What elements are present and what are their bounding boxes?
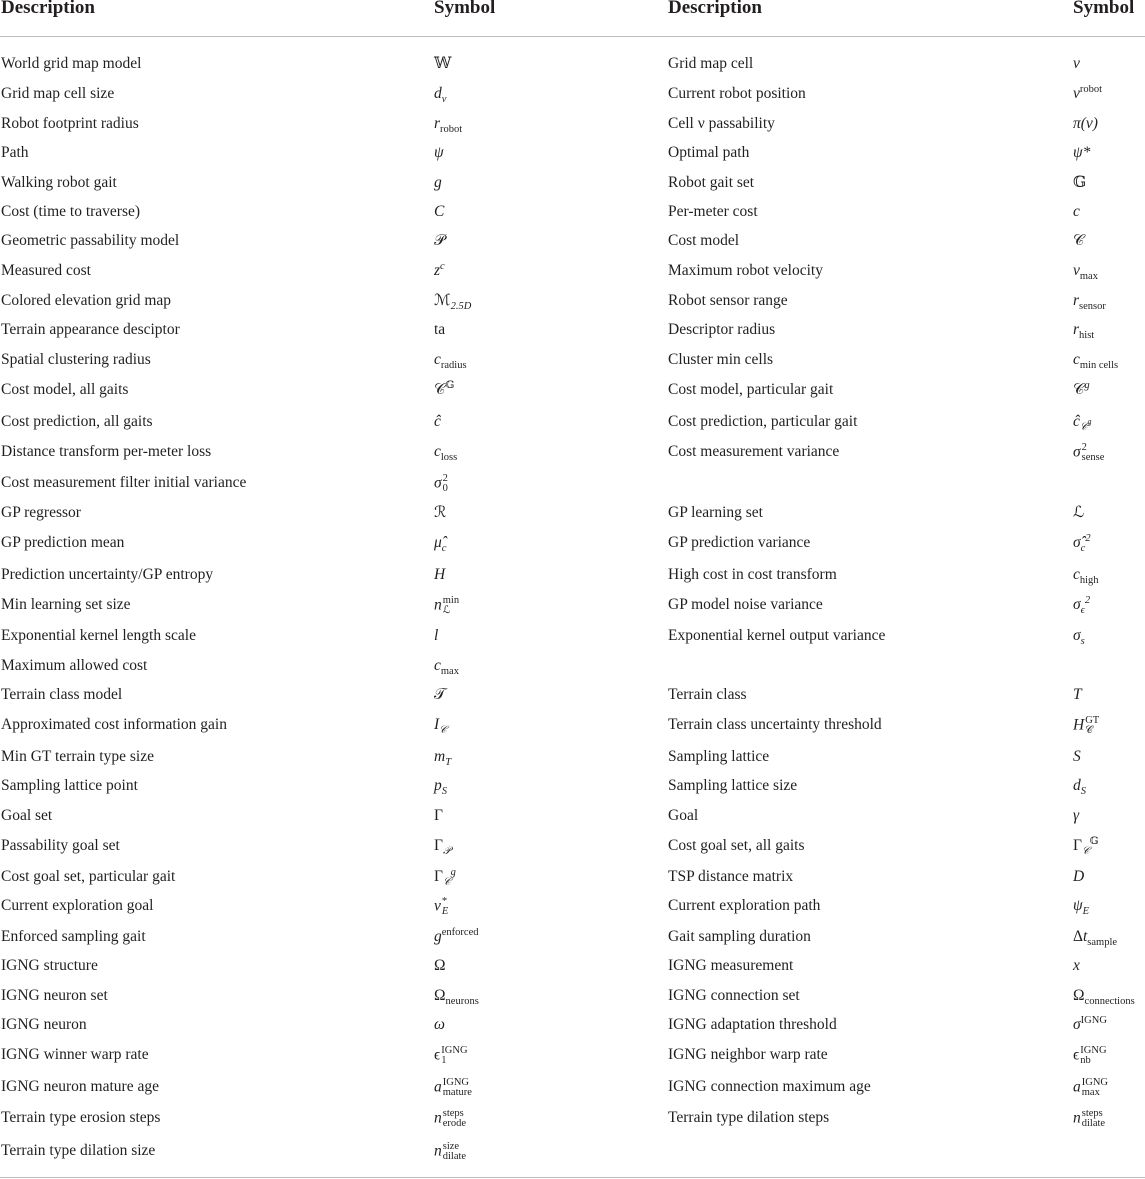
symbol-cell: $\Gamma_𝒫$ <box>434 837 451 857</box>
description-cell: Cost measurement filter initial variance <box>1 474 247 491</box>
description-cell: IGNG winner warp rate <box>1 1046 149 1063</box>
description-cell: GP regressor <box>1 504 81 521</box>
description-cell: IGNG neighbor warp rate <box>668 1046 828 1063</box>
description-cell: Sampling lattice size <box>668 777 798 794</box>
description-cell: Cost model, particular gait <box>668 381 834 398</box>
symbol-cell: $\mû_c$ <box>434 534 447 554</box>
description-cell: Terrain class model <box>1 686 123 703</box>
description-cell: IGNG adaptation threshold <box>668 1016 837 1033</box>
symbol-cell: $c_{high}$ <box>1073 566 1099 586</box>
symbol-cell: ℛ <box>434 504 447 521</box>
description-cell: Per-meter cost <box>668 203 758 220</box>
symbol-cell: $\Omega_{neurons}$ <box>434 987 479 1007</box>
description-cell: Measured cost <box>1 262 91 279</box>
symbol-cell: $r_{robot}$ <box>434 115 463 135</box>
description-cell: Approximated cost information gain <box>1 716 227 733</box>
description-cell: Sampling lattice <box>668 748 770 765</box>
description-cell: Current robot position <box>668 85 806 102</box>
description-cell: Optimal path <box>668 144 750 161</box>
symbol-cell: n steps dilate <box>1073 1108 1106 1129</box>
symbol-cell: Γ <box>434 807 443 824</box>
description-cell: IGNG neuron <box>1 1016 87 1033</box>
symbol-cell: $\nu^{robot}$ <box>1073 84 1103 102</box>
description-cell: Goal set <box>1 807 53 824</box>
symbol-cell: c <box>1073 203 1080 220</box>
description-cell: Goal <box>668 807 699 824</box>
symbol-cell: γ <box>1073 807 1080 824</box>
symbol-cell: ω <box>434 1016 445 1033</box>
symbol-cell: ψ <box>434 144 444 161</box>
description-cell: Cluster min cells <box>668 351 774 368</box>
symbol-cell: a IGNG mature <box>434 1077 472 1098</box>
symbol-cell: $d_\nu$ <box>434 85 447 105</box>
description-cell: Walking robot gait <box>1 174 117 191</box>
symbol-cell: ν * E <box>434 896 449 917</box>
symbol-cell: 𝒫 <box>434 232 446 249</box>
description-cell: GP prediction mean <box>1 534 125 551</box>
description-cell: Prediction uncertainty/GP entropy <box>1 566 214 583</box>
symbol-cell: n steps erode <box>434 1108 467 1129</box>
symbol-cell: $\Gamma_𝒞^𝔾$ <box>1073 836 1099 857</box>
symbol-cell: $c_{loss}$ <box>434 443 458 463</box>
description-cell: Descriptor radius <box>668 321 776 338</box>
description-cell: IGNG connection set <box>668 987 800 1004</box>
symbol-cell: 𝒯 <box>434 686 446 703</box>
symbol-cell: D <box>1073 868 1085 885</box>
symbol-cell: $p_S$ <box>434 777 447 797</box>
symbol-cell: x <box>1073 957 1080 974</box>
description-cell: Terrain type dilation size <box>1 1142 156 1159</box>
symbol-cell: $\sigma_\epsilon^2$ <box>1073 595 1091 616</box>
symbol-cell: $\nu_{max}$ <box>1073 262 1098 282</box>
description-cell: Grid map cell <box>668 55 754 72</box>
description-cell: Current exploration path <box>668 897 821 914</box>
description-cell: Terrain appearance desciptor <box>1 321 180 338</box>
symbol-cell: l <box>434 627 439 644</box>
description-cell: Cost goal set, all gaits <box>668 837 805 854</box>
description-cell: GP model noise variance <box>668 596 823 613</box>
description-cell: Path <box>1 144 29 161</box>
description-cell: Maximum allowed cost <box>1 657 148 674</box>
symbol-cell: $\Omega_{connections}$ <box>1073 987 1135 1007</box>
header-description-right: Description <box>668 0 762 18</box>
symbol-cell: $\Gamma_𝒞^g$ <box>434 867 456 888</box>
symbol-cell: $\psi_E$ <box>1073 897 1090 917</box>
symbol-cell: $c_{max}$ <box>434 657 459 677</box>
description-cell: Colored elevation grid map <box>1 292 172 309</box>
description-cell: Terrain type dilation steps <box>668 1109 830 1126</box>
description-cell: Robot sensor range <box>668 292 788 309</box>
description-cell: Robot footprint radius <box>1 115 139 132</box>
symbol-cell: $r_{sensor}$ <box>1073 292 1106 312</box>
description-cell: IGNG measurement <box>668 957 794 974</box>
description-cell: Geometric passability model <box>1 232 180 249</box>
description-cell: High cost in cost transform <box>668 566 837 583</box>
description-cell: Cost prediction, particular gait <box>668 413 858 430</box>
description-cell: Gait sampling duration <box>668 928 811 945</box>
description-cell: IGNG structure <box>1 957 98 974</box>
description-cell: Min GT terrain type size <box>1 748 154 765</box>
symbol-cell: $z^c$ <box>434 261 445 279</box>
description-cell: Current exploration goal <box>1 897 154 914</box>
description-cell: TSP distance matrix <box>668 868 794 885</box>
symbol-cell: ĉ <box>434 413 441 430</box>
symbol-cell: 𝒞$^g$ <box>1073 380 1090 398</box>
description-cell: GP prediction variance <box>668 534 811 551</box>
symbol-cell: $\sigmâ_c^2$ <box>1073 533 1091 554</box>
symbol-cell: ta <box>434 321 446 338</box>
symbol-cell: S <box>1073 748 1081 765</box>
symbol-cell: ℒ <box>1073 504 1085 521</box>
symbol-cell: $r_{hist}$ <box>1073 321 1095 341</box>
symbol-cell: $ĉ_{𝒞^g}$ <box>1073 413 1092 433</box>
description-cell: Cost measurement variance <box>668 443 840 460</box>
table-top-rule <box>0 36 1145 37</box>
symbol-cell: T <box>1073 686 1082 703</box>
symbol-cell: g <box>434 174 442 191</box>
symbol-cell: ℳ$_{2.5D}$ <box>434 292 472 312</box>
symbol-cell: H <box>434 566 446 583</box>
description-cell: Sampling lattice point <box>1 777 138 794</box>
description-cell: Cost prediction, all gaits <box>1 413 153 430</box>
description-cell: Distance transform per-meter loss <box>1 443 212 460</box>
description-cell: IGNG neuron set <box>1 987 108 1004</box>
symbol-cell: σ 2 sense <box>1073 442 1105 463</box>
description-cell: Enforced sampling gait <box>1 928 146 945</box>
description-cell: IGNG neuron mature age <box>1 1078 159 1095</box>
description-cell: Robot gait set <box>668 174 755 191</box>
symbol-cell: $I_𝒞$ <box>434 716 447 736</box>
description-cell: GP learning set <box>668 504 763 521</box>
header-description-left: Description <box>1 0 95 18</box>
header-symbol-left: Symbol <box>434 0 496 18</box>
symbol-cell: ν <box>1073 55 1080 72</box>
description-cell: Grid map cell size <box>1 85 115 102</box>
symbol-cell: $\sigma_s$ <box>1073 627 1085 647</box>
description-cell: Cost (time to traverse) <box>1 203 141 220</box>
description-cell: Terrain type erosion steps <box>1 1109 161 1126</box>
description-cell: Terrain class uncertainty threshold <box>668 716 882 733</box>
symbol-cell: ϵ IGNG 1 <box>434 1045 468 1066</box>
symbol-cell: n min ℒ <box>434 595 460 616</box>
symbol-cell: $\Delta t_{sample}$ <box>1073 928 1118 948</box>
symbol-cell: $c_{radius}$ <box>434 351 467 371</box>
symbol-cell: Ω <box>434 957 446 974</box>
symbol-cell: 𝔾 <box>1073 174 1087 191</box>
description-cell: Cost goal set, particular gait <box>1 868 176 885</box>
description-cell: Cost model <box>668 232 740 249</box>
description-cell: World grid map model <box>1 55 142 72</box>
description-cell: Cost model, all gaits <box>1 381 129 398</box>
description-cell: Exponential kernel output variance <box>668 627 886 644</box>
description-cell: IGNG connection maximum age <box>668 1078 871 1095</box>
symbol-cell: 𝕎 <box>434 55 452 72</box>
description-cell: Passability goal set <box>1 837 120 854</box>
symbol-cell: $c_{min cells}$ <box>1073 351 1119 371</box>
symbol-cell: ϵ IGNG nb <box>1073 1045 1107 1066</box>
symbol-cell: 𝒞 <box>1073 232 1085 249</box>
symbol-cell: $d_S$ <box>1073 777 1086 797</box>
symbol-cell: 𝒞$^𝔾$ <box>434 380 455 398</box>
header-symbol-right: Symbol <box>1073 0 1135 18</box>
symbol-cell: n size dilate <box>434 1141 467 1162</box>
symbol-cell: C <box>434 203 445 220</box>
symbol-cell: σ 2 0 <box>434 473 448 494</box>
symbol-cell: $\sigma^{IGNG}$ <box>1073 1015 1107 1033</box>
symbol-cell: ψ* <box>1073 144 1091 161</box>
description-cell: Maximum robot velocity <box>668 262 823 279</box>
symbol-cell: a IGNG max <box>1073 1077 1108 1098</box>
symbol-cell: $g^{enforced}$ <box>434 927 479 945</box>
description-cell: Min learning set size <box>1 596 131 613</box>
description-cell: Spatial clustering radius <box>1 351 151 368</box>
symbol-cell: π(ν) <box>1073 115 1098 132</box>
table-bottom-rule <box>0 1177 1145 1178</box>
description-cell: Exponential kernel length scale <box>1 627 196 644</box>
symbol-cell: H GT 𝒞 <box>1073 715 1100 736</box>
description-cell: Terrain class <box>668 686 747 703</box>
description-cell: Cell ν passability <box>668 115 775 132</box>
symbol-cell: $m_T$ <box>434 748 452 768</box>
